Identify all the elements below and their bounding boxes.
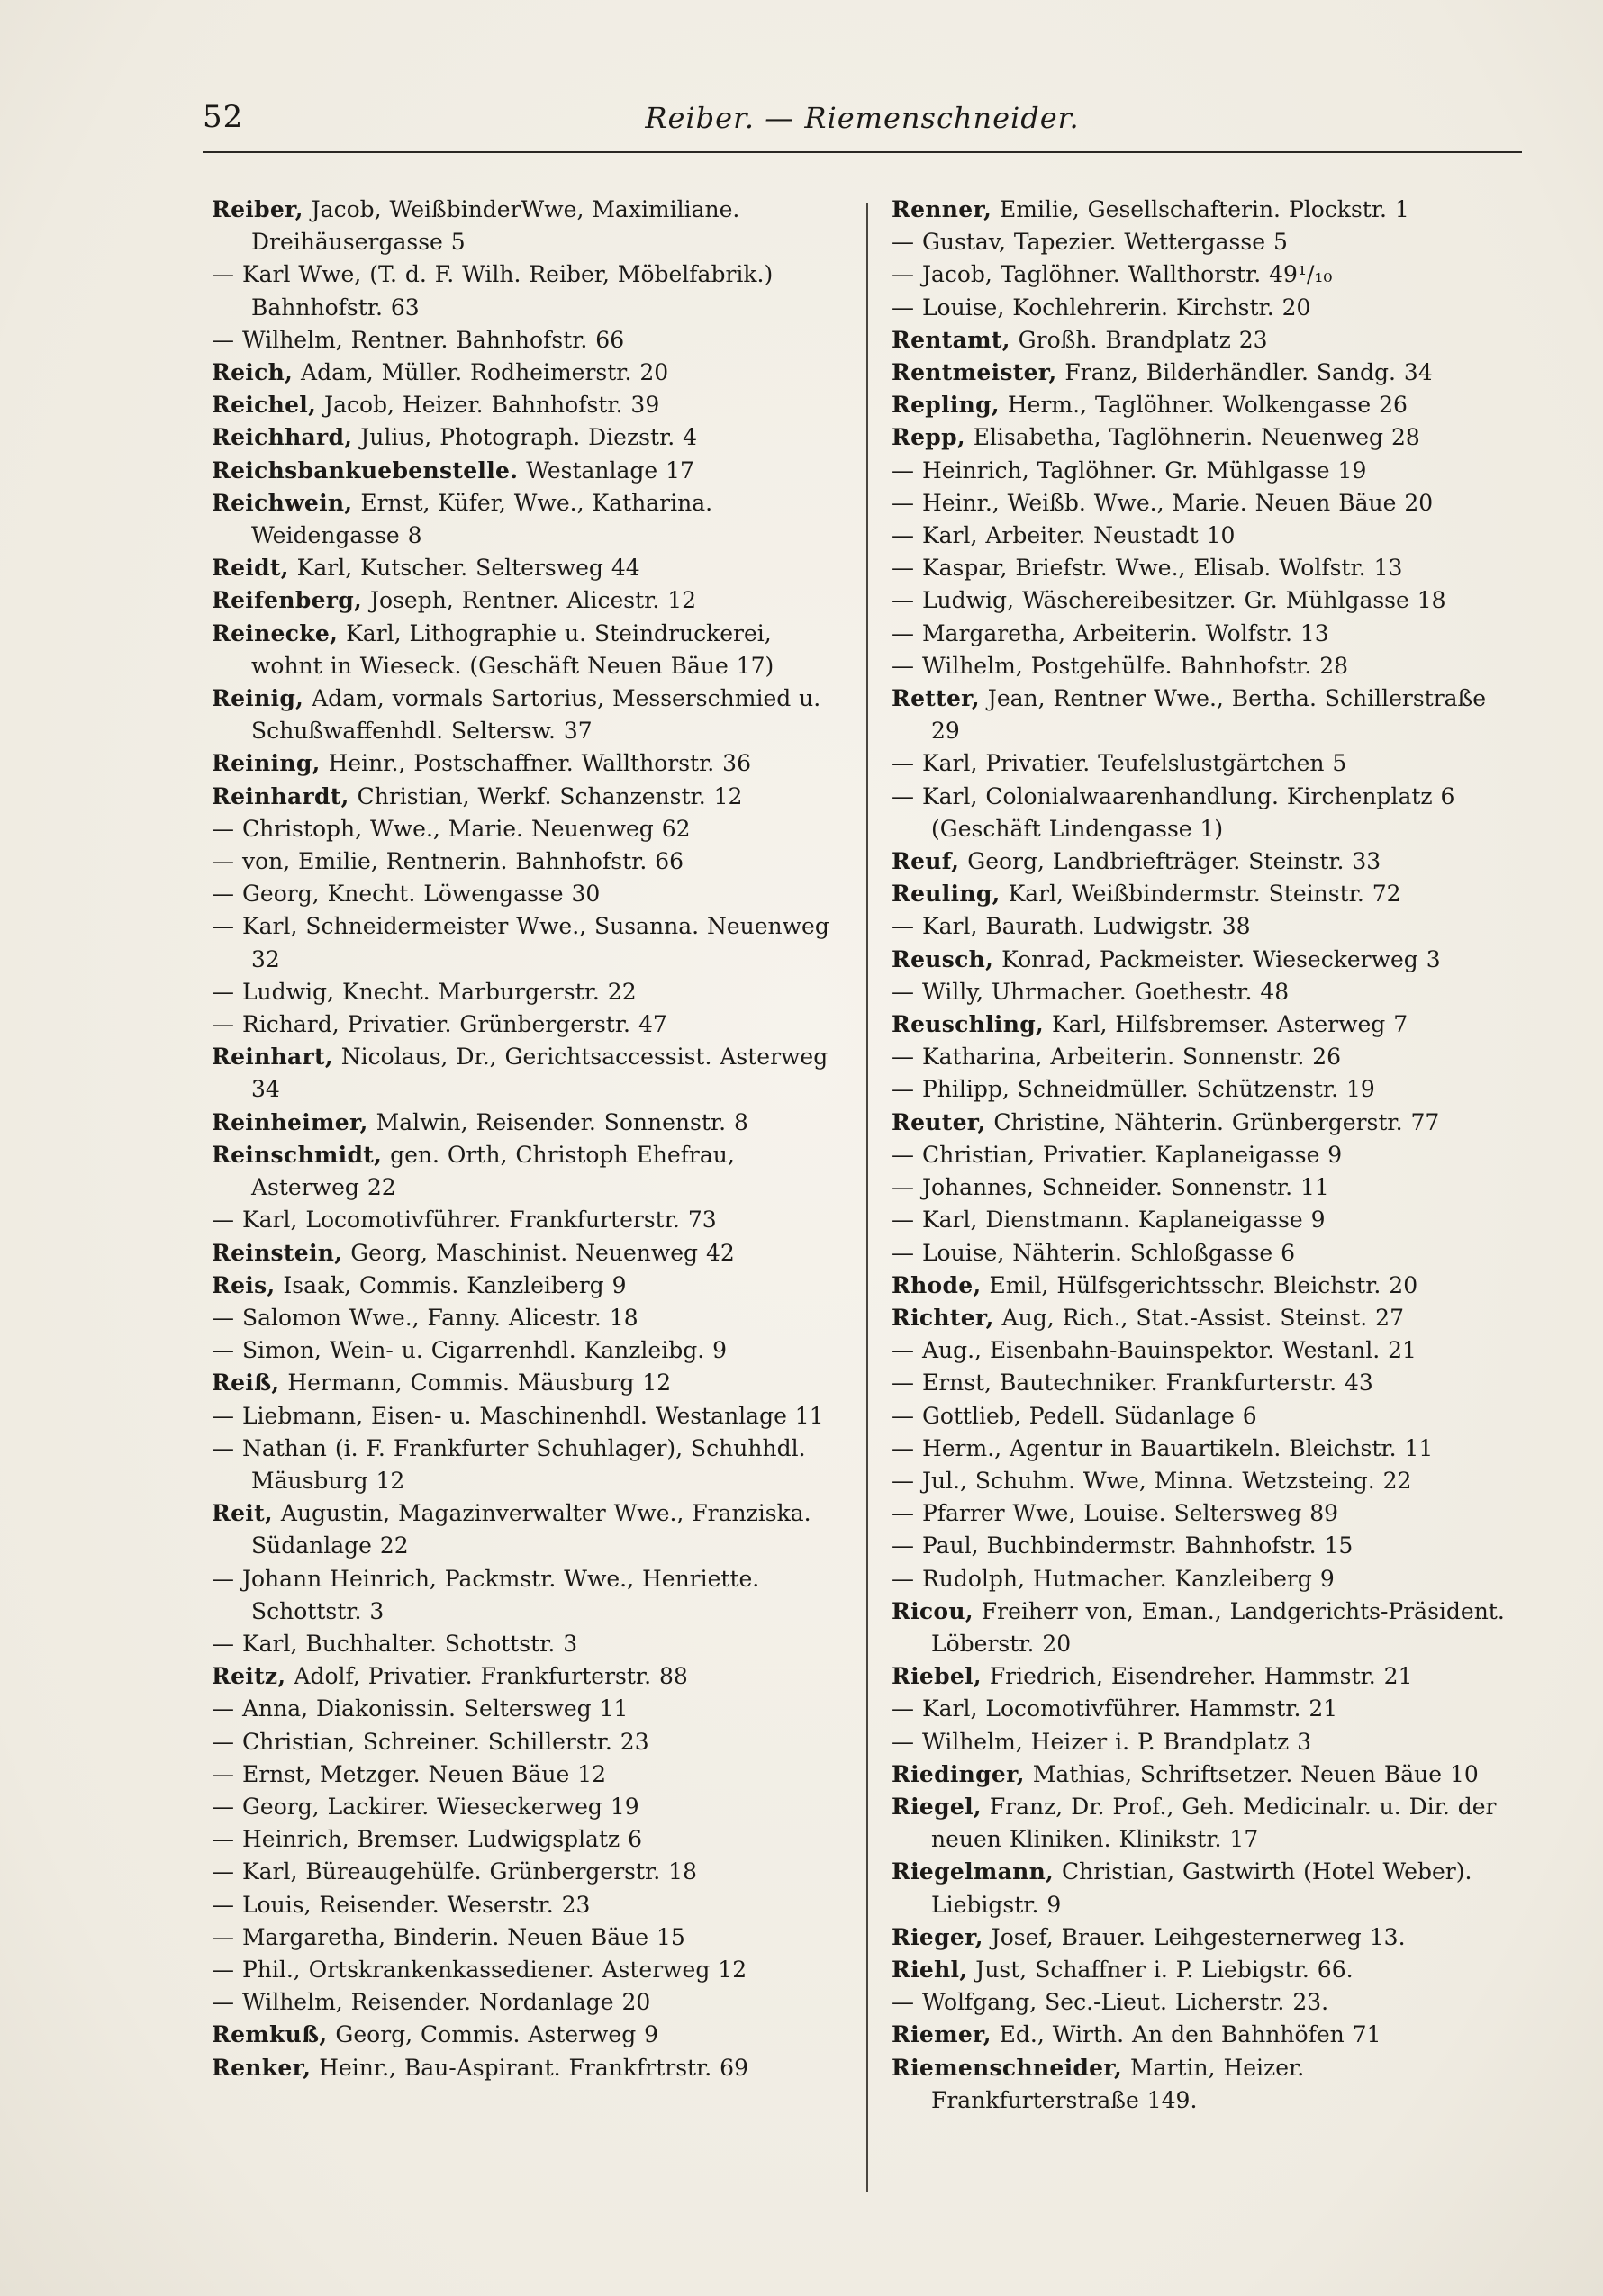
entry-surname: Riegel, [892, 1793, 982, 1820]
entry-details: — Johannes, Schneider. Sonnenstr. 11 [892, 1174, 1329, 1201]
directory-entry [892, 944, 1513, 976]
directory-entry [212, 1008, 842, 1041]
entry-details: Malwin, Reisender. Sonnenstr. 8 [367, 1108, 748, 1135]
directory-entry [212, 1823, 842, 1856]
entry-details: — Jul., Schuhm. Wwe, Minna. Wetzsteing. 22 [892, 1467, 1412, 1494]
directory-entry [212, 1270, 842, 1302]
entry-details: — Phil., Ortskrankenkassediener. Asterweg 12 [212, 1956, 747, 1983]
entry-surname: Ricou, [892, 1597, 974, 1624]
entry-details: — Georg, Knecht. Löwengasse 30 [212, 881, 601, 908]
entry-surname: Reichel, [212, 392, 317, 419]
entry-details: — Nathan (i. F. Frankfurter Schuhlager), Schuhhdl. Mäusburg 12 [212, 1434, 806, 1494]
entry-surname: Riehl, [892, 1956, 968, 1983]
entry-details: Adam, Müller. Rodheimerstr. 20 [293, 359, 669, 386]
entry-details: — Philipp, Schneidmüller. Schützenstr. 19 [892, 1076, 1375, 1103]
entry-details: Just, Schaffner i. P. Liebigstr. 66. [967, 1956, 1354, 1983]
directory-entry [892, 1270, 1513, 1302]
entry-surname: Reis, [212, 1271, 276, 1298]
entry-details: — Karl, Baurath. Ludwigstr. 38 [892, 913, 1251, 940]
directory-entry [892, 682, 1513, 747]
entry-details: — Willy, Uhrmacher. Goethestr. 48 [892, 978, 1290, 1005]
entry-details: — Wilhelm, Rentner. Bahnhofstr. 66 [212, 326, 625, 353]
directory-entry [212, 258, 842, 323]
directory-entry [892, 324, 1513, 357]
entry-details: — Wolfgang, Sec.-Lieut. Licherstr. 23. [892, 1989, 1329, 2016]
directory-entry [212, 1107, 842, 1139]
entry-details: Christian, Werkf. Schanzenstr. 12 [349, 782, 743, 809]
entry-surname: Reining, [212, 750, 321, 777]
directory-entry [892, 1791, 1513, 1856]
directory-entry [212, 1237, 842, 1270]
entry-details: — Louise, Nähterin. Schloßgasse 6 [892, 1239, 1296, 1266]
entry-details: gen. Orth, Christoph Ehefrau, Asterweg 22 [251, 1141, 735, 1201]
directory-entry [212, 1954, 842, 1986]
entry-surname: Riedinger, [892, 1760, 1025, 1787]
entry-details: — Karl Wwe, (T. d. F. Wilh. Reiber, Möbelfabrik.) Bahnhofstr. 63 [212, 261, 774, 321]
entry-details: Elisabetha, Taglöhnerin. Neuenweg 28 [965, 424, 1420, 451]
entry-surname: Remkuß, [212, 2021, 328, 2048]
directory-entry [892, 650, 1513, 682]
directory-entry [892, 781, 1513, 845]
entry-details: Josef, Brauer. Leihgesternerweg 13. [983, 1923, 1406, 1950]
entry-surname: Reichsbankuebenstelle. [212, 456, 519, 484]
entry-details: Julius, Photograph. Diezstr. 4 [352, 424, 698, 451]
directory-entry [212, 1497, 842, 1562]
entry-details: — Karl, Buchhalter. Schottstr. 3 [212, 1630, 578, 1657]
entry-details: — Karl, Schneidermeister Wwe., Susanna. Neuenweg 32 [212, 913, 829, 972]
entry-surname: Reuf, [892, 848, 960, 875]
entry-surname: Reuter, [892, 1108, 986, 1135]
entry-details: — Ludwig, Knecht. Marburgerstr. 22 [212, 978, 637, 1005]
directory-entry [892, 1660, 1513, 1693]
entry-details: Ernst, Küfer, Wwe., Katharina. Weidengasse 8 [251, 489, 713, 549]
directory-entry [892, 1008, 1513, 1041]
entry-details: Georg, Maschinist. Neuenweg 42 [342, 1239, 735, 1266]
entry-surname: Renner, [892, 196, 992, 222]
directory-entry [892, 292, 1513, 324]
directory-entry [212, 1889, 842, 1921]
entry-details: Adam, vormals Sartorius, Messerschmied u. Schußwaffenhdl. Seltersw. 37 [251, 685, 821, 745]
directory-entry [892, 1041, 1513, 1073]
directory-entry [212, 357, 842, 389]
directory-entry [212, 1726, 842, 1758]
page-number: 52 [203, 99, 244, 135]
directory-entry [892, 455, 1513, 487]
entry-surname: Reinheimer, [212, 1108, 368, 1135]
directory-entry [892, 878, 1513, 910]
entry-details: — Liebmann, Eisen- u. Maschinenhdl. Westanlage 11 [212, 1402, 824, 1429]
directory-entry [212, 878, 842, 910]
directory-entry [892, 1954, 1513, 1986]
entry-surname: Retter, [892, 685, 980, 712]
entry-details: — Wilhelm, Heizer i. P. Brandplatz 3 [892, 1728, 1311, 1755]
directory-entry [892, 1693, 1513, 1725]
directory-entry [892, 618, 1513, 650]
directory-entry [892, 1856, 1513, 1921]
directory-entry [892, 1465, 1513, 1497]
directory-entry [892, 258, 1513, 291]
entry-details: Karl, Weißbindermstr. Steinstr. 72 [1000, 881, 1401, 908]
right-column [892, 194, 1513, 2117]
directory-entry [212, 1041, 842, 1106]
entry-details: — Ernst, Bautechniker. Frankfurterstr. 43 [892, 1369, 1373, 1397]
entry-details: — Christian, Privatier. Kaplaneigasse 9 [892, 1141, 1343, 1168]
running-head: Reiber. — Riemenschneider. [645, 101, 1080, 135]
directory-entry [892, 1302, 1513, 1334]
directory-entry [212, 1986, 842, 2019]
entry-details: Herm., Taglöhner. Wolkengasse 26 [999, 392, 1408, 419]
directory-entry [892, 2019, 1513, 2051]
entry-details: — Wilhelm, Reisender. Nordanlage 20 [212, 1989, 651, 2016]
entry-details: — Christoph, Wwe., Marie. Neuenweg 62 [212, 815, 691, 842]
entry-details: — Ludwig, Wäschereibesitzer. Gr. Mühlgasse 18 [892, 587, 1446, 614]
entry-details: Heinr., Bau-Aspirant. Frankfrtrstr. 69 [311, 2054, 748, 2081]
directory-entry [212, 1367, 842, 1399]
entry-surname: Rhode, [892, 1271, 982, 1298]
entry-surname: Rieger, [892, 1923, 983, 1950]
directory-entry [892, 2052, 1513, 2117]
entry-details: Nicolaus, Dr., Gerichtsaccessist. Asterweg 34 [251, 1044, 829, 1103]
entry-details: — Karl, Locomotivführer. Frankfurterstr. 73 [212, 1207, 717, 1234]
directory-entry [892, 1237, 1513, 1270]
directory-entry [212, 1204, 842, 1236]
entry-surname: Riemenschneider, [892, 2054, 1123, 2081]
directory-entry [892, 1433, 1513, 1465]
directory-entry [892, 1334, 1513, 1367]
directory-entry [212, 976, 842, 1008]
entry-details: Ed., Wirth. An den Bahnhöfen 71 [991, 2021, 1381, 2048]
entry-surname: Reifenberg, [212, 587, 363, 614]
directory-entry [892, 910, 1513, 943]
directory-entry [212, 813, 842, 845]
entry-surname: Riemer, [892, 2021, 992, 2048]
header-rule [203, 151, 1522, 153]
directory-entry [212, 552, 842, 584]
directory-entry [892, 1758, 1513, 1791]
directory-entry [892, 1073, 1513, 1106]
directory-entry [892, 1204, 1513, 1236]
directory-entry [892, 1563, 1513, 1595]
entry-details: — Karl, Arbeiter. Neustadt 10 [892, 522, 1236, 549]
directory-entry [892, 1497, 1513, 1530]
entry-details: Emil, Hülfsgerichtsschr. Bleichstr. 20 [981, 1271, 1418, 1298]
directory-entry [212, 618, 842, 682]
entry-details: Jacob, Heizer. Bahnhofstr. 39 [316, 392, 660, 419]
entry-details: Hermann, Commis. Mäusburg 12 [279, 1369, 672, 1397]
entry-surname: Rentmeister, [892, 359, 1057, 386]
directory-entry [212, 1302, 842, 1334]
entry-surname: Reidt, [212, 555, 289, 582]
directory-entry [212, 2052, 842, 2084]
directory-entry [212, 389, 842, 421]
entry-surname: Reinstein, [212, 1239, 343, 1266]
directory-entry [892, 357, 1513, 389]
entry-details: — Margaretha, Arbeiterin. Wolfstr. 13 [892, 619, 1329, 646]
entry-details: Großh. Brandplatz 23 [1010, 326, 1268, 353]
directory-entry [212, 781, 842, 813]
directory-entry [212, 1563, 842, 1628]
directory-entry [892, 1139, 1513, 1171]
entry-details: Georg, Landbriefträger. Steinstr. 33 [959, 848, 1381, 875]
directory-entry [212, 584, 842, 617]
entry-surname: Repling, [892, 392, 1000, 419]
entry-details: Martin, Heizer. Frankfurterstraße 149. [931, 2054, 1305, 2113]
directory-entry [892, 1530, 1513, 1562]
entry-details: Konrad, Packmeister. Wieseckerweg 3 [993, 945, 1441, 972]
directory-entry [892, 1595, 1513, 1660]
entry-surname: Reuschling, [892, 1011, 1044, 1038]
entry-details: Friedrich, Eisendreher. Hammstr. 21 [981, 1663, 1413, 1690]
entry-surname: Richter, [892, 1304, 994, 1331]
directory-entry [212, 682, 842, 747]
directory-entry [892, 845, 1513, 878]
entry-details: — Christian, Schreiner. Schillerstr. 23 [212, 1728, 649, 1755]
entry-details: Joseph, Rentner. Alicestr. 12 [362, 587, 697, 614]
directory-entry [212, 1334, 842, 1367]
entry-surname: Reinig, [212, 685, 304, 712]
entry-details: — Johann Heinrich, Packmstr. Wwe., Henriette. Schottstr. 3 [212, 1565, 760, 1624]
directory-entry [892, 584, 1513, 617]
column-divider [866, 203, 868, 2192]
entry-details: — Louis, Reisender. Weserstr. 23 [212, 1891, 591, 1918]
entry-details: Jacob, WeißbinderWwe, Maximiliane. Dreihäusergasse 5 [251, 196, 740, 256]
entry-surname: Renker, [212, 2054, 312, 2081]
entry-surname: Reiß, [212, 1369, 280, 1397]
directory-entry [212, 421, 842, 454]
directory-entry [892, 1921, 1513, 1954]
directory-entry [212, 1660, 842, 1693]
entry-details: — Georg, Lackirer. Wieseckerweg 19 [212, 1793, 639, 1820]
entry-details: Augustin, Magazinverwalter Wwe., Franziska. Südanlage 22 [251, 1500, 811, 1559]
entry-details: Franz, Dr. Prof., Geh. Medicinalr. u. Dir. der neuen Kliniken. Klinikstr. 17 [931, 1793, 1497, 1853]
entry-surname: Rentamt, [892, 326, 1010, 353]
directory-entry [892, 1986, 1513, 2019]
entry-details: — Heinr., Weißb. Wwe., Marie. Neuen Bäue 20 [892, 489, 1434, 516]
entry-details: — Richard, Privatier. Grünbergerstr. 47 [212, 1011, 667, 1038]
entry-details: Karl, Hilfsbremser. Asterweg 7 [1044, 1011, 1408, 1038]
entry-details: — Karl, Dienstmann. Kaplaneigasse 9 [892, 1207, 1326, 1234]
entry-surname: Reichwein, [212, 489, 353, 516]
entry-details: Christian, Gastwirth (Hotel Weber). Liebigstr. 9 [931, 1858, 1472, 1918]
right-entry-list [892, 194, 1513, 2117]
entry-details: Karl, Kutscher. Seltersweg 44 [288, 555, 640, 582]
left-entry-list [212, 194, 842, 2084]
entry-surname: Reichhard, [212, 424, 353, 451]
directory-entry [212, 1433, 842, 1497]
entry-surname: Reinschmidt, [212, 1141, 383, 1168]
directory-entry [892, 747, 1513, 780]
entry-details: Christine, Nähterin. Grünbergerstr. 77 [985, 1108, 1440, 1135]
entry-details: Aug, Rich., Stat.-Assist. Steinst. 27 [993, 1304, 1404, 1331]
entry-details: — Salomon Wwe., Fanny. Alicestr. 18 [212, 1304, 638, 1331]
directory-entry [892, 226, 1513, 258]
directory-entry [892, 194, 1513, 226]
directory-entry [212, 1758, 842, 1791]
directory-entry [892, 552, 1513, 584]
entry-surname: Reuling, [892, 881, 1001, 908]
directory-entry [212, 2019, 842, 2051]
entry-details: — Louise, Kochlehrerin. Kirchstr. 20 [892, 294, 1311, 321]
entry-surname: Reit, [212, 1500, 273, 1527]
entry-details: — Paul, Buchbindermstr. Bahnhofstr. 15 [892, 1532, 1354, 1559]
page-header [203, 90, 1522, 153]
entry-details: — Karl, Locomotivführer. Hammstr. 21 [892, 1695, 1338, 1722]
entry-details: Adolf, Privatier. Frankfurterstr. 88 [285, 1663, 688, 1690]
directory-entry [892, 976, 1513, 1008]
entry-details: — Margaretha, Binderin. Neuen Bäue 15 [212, 1923, 685, 1950]
entry-details: — Ernst, Metzger. Neuen Bäue 12 [212, 1760, 607, 1787]
entry-surname: Reinhardt, [212, 782, 349, 809]
directory-entry [212, 747, 842, 780]
entry-details: — Karl, Privatier. Teufelslustgärtchen 5 [892, 750, 1347, 777]
entry-surname: Riebel, [892, 1663, 982, 1690]
entry-details: — Kaspar, Briefstr. Wwe., Elisab. Wolfstr. 13 [892, 555, 1403, 582]
entry-details: — Jacob, Taglöhner. Wallthorstr. 49¹/₁₀ [892, 261, 1333, 288]
entry-details: — Gottlieb, Pedell. Südanlage 6 [892, 1402, 1257, 1429]
entry-details: — Wilhelm, Postgehülfe. Bahnhofstr. 28 [892, 652, 1349, 679]
entry-surname: Reitz, [212, 1663, 286, 1690]
directory-entry [212, 487, 842, 552]
entry-surname: Reich, [212, 359, 294, 386]
directory-entry [212, 1791, 842, 1823]
directory-entry [212, 1139, 842, 1204]
entry-details: — Katharina, Arbeiterin. Sonnenstr. 26 [892, 1044, 1342, 1071]
entry-details: — Herm., Agentur in Bauartikeln. Bleichstr. 11 [892, 1434, 1434, 1461]
entry-details: — Karl, Colonialwaarenhandlung. Kirchenplatz 6 (Geschäft Lindengasse 1) [892, 782, 1455, 842]
entry-details: Heinr., Postschaffner. Wallthorstr. 36 [320, 750, 751, 777]
directory-entry [892, 389, 1513, 421]
entry-surname: Reusch, [892, 945, 994, 972]
directory-entry [212, 455, 842, 487]
directory-entry [892, 520, 1513, 552]
entry-details: — Simon, Wein- u. Cigarrenhdl. Kanzleibg. 9 [212, 1337, 728, 1364]
entry-surname: Reinecke, [212, 619, 339, 646]
entry-details: — Anna, Diakonissin. Seltersweg 11 [212, 1695, 629, 1722]
directory-entry [892, 1171, 1513, 1204]
entry-surname: Repp, [892, 424, 965, 451]
directory-entry [892, 487, 1513, 520]
entry-details: — Heinrich, Taglöhner. Gr. Mühlgasse 19 [892, 456, 1367, 484]
entry-details: Karl, Lithographie u. Steindruckerei, wohnt in Wieseck. (Geschäft Neuen Bäue 17) [251, 619, 774, 679]
directory-entry [212, 1921, 842, 1954]
entry-details: — Karl, Büreaugehülfe. Grünbergerstr. 18 [212, 1858, 697, 1885]
entry-details: Franz, Bilderhändler. Sandg. 34 [1056, 359, 1433, 386]
entry-details: Jean, Rentner Wwe., Bertha. Schillerstraße 29 [931, 685, 1487, 745]
entry-details: — Gustav, Tapezier. Wettergasse 5 [892, 229, 1288, 256]
entry-details: Freiherr von, Eman., Landgerichts-Präsident. Löberstr. 20 [931, 1597, 1505, 1657]
directory-entry [892, 1400, 1513, 1433]
entry-details: Westanlage 17 [518, 456, 694, 484]
directory-entry [892, 1726, 1513, 1758]
entry-surname: Reiber, [212, 196, 303, 222]
entry-details: — von, Emilie, Rentnerin. Bahnhofstr. 66 [212, 848, 684, 875]
entry-surname: Riegelmann, [892, 1858, 1055, 1885]
entry-details: — Aug., Eisenbahn-Bauinspektor. Westanl. 21 [892, 1337, 1417, 1364]
directory-entry [212, 910, 842, 975]
entry-details: Mathias, Schriftsetzer. Neuen Bäue 10 [1024, 1760, 1479, 1787]
directory-entry [892, 1367, 1513, 1399]
left-column [212, 194, 842, 2084]
entry-details: — Rudolph, Hutmacher. Kanzleiberg 9 [892, 1565, 1335, 1592]
directory-entry [892, 1107, 1513, 1139]
entry-details: — Heinrich, Bremser. Ludwigsplatz 6 [212, 1826, 643, 1853]
directory-entry [212, 1856, 842, 1888]
entry-details: — Pfarrer Wwe, Louise. Seltersweg 89 [892, 1500, 1339, 1527]
entry-details: Isaak, Commis. Kanzleiberg 9 [275, 1271, 627, 1298]
directory-entry [212, 1628, 842, 1660]
directory-entry [212, 194, 842, 258]
directory-entry [212, 1693, 842, 1725]
directory-entry [212, 324, 842, 357]
directory-entry [892, 421, 1513, 454]
entry-surname: Reinhart, [212, 1044, 333, 1071]
entry-details: Emilie, Gesellschafterin. Plockstr. 1 [992, 196, 1409, 222]
entry-details: Georg, Commis. Asterweg 9 [327, 2021, 659, 2048]
directory-entry [212, 1400, 842, 1433]
directory-entry [212, 845, 842, 878]
